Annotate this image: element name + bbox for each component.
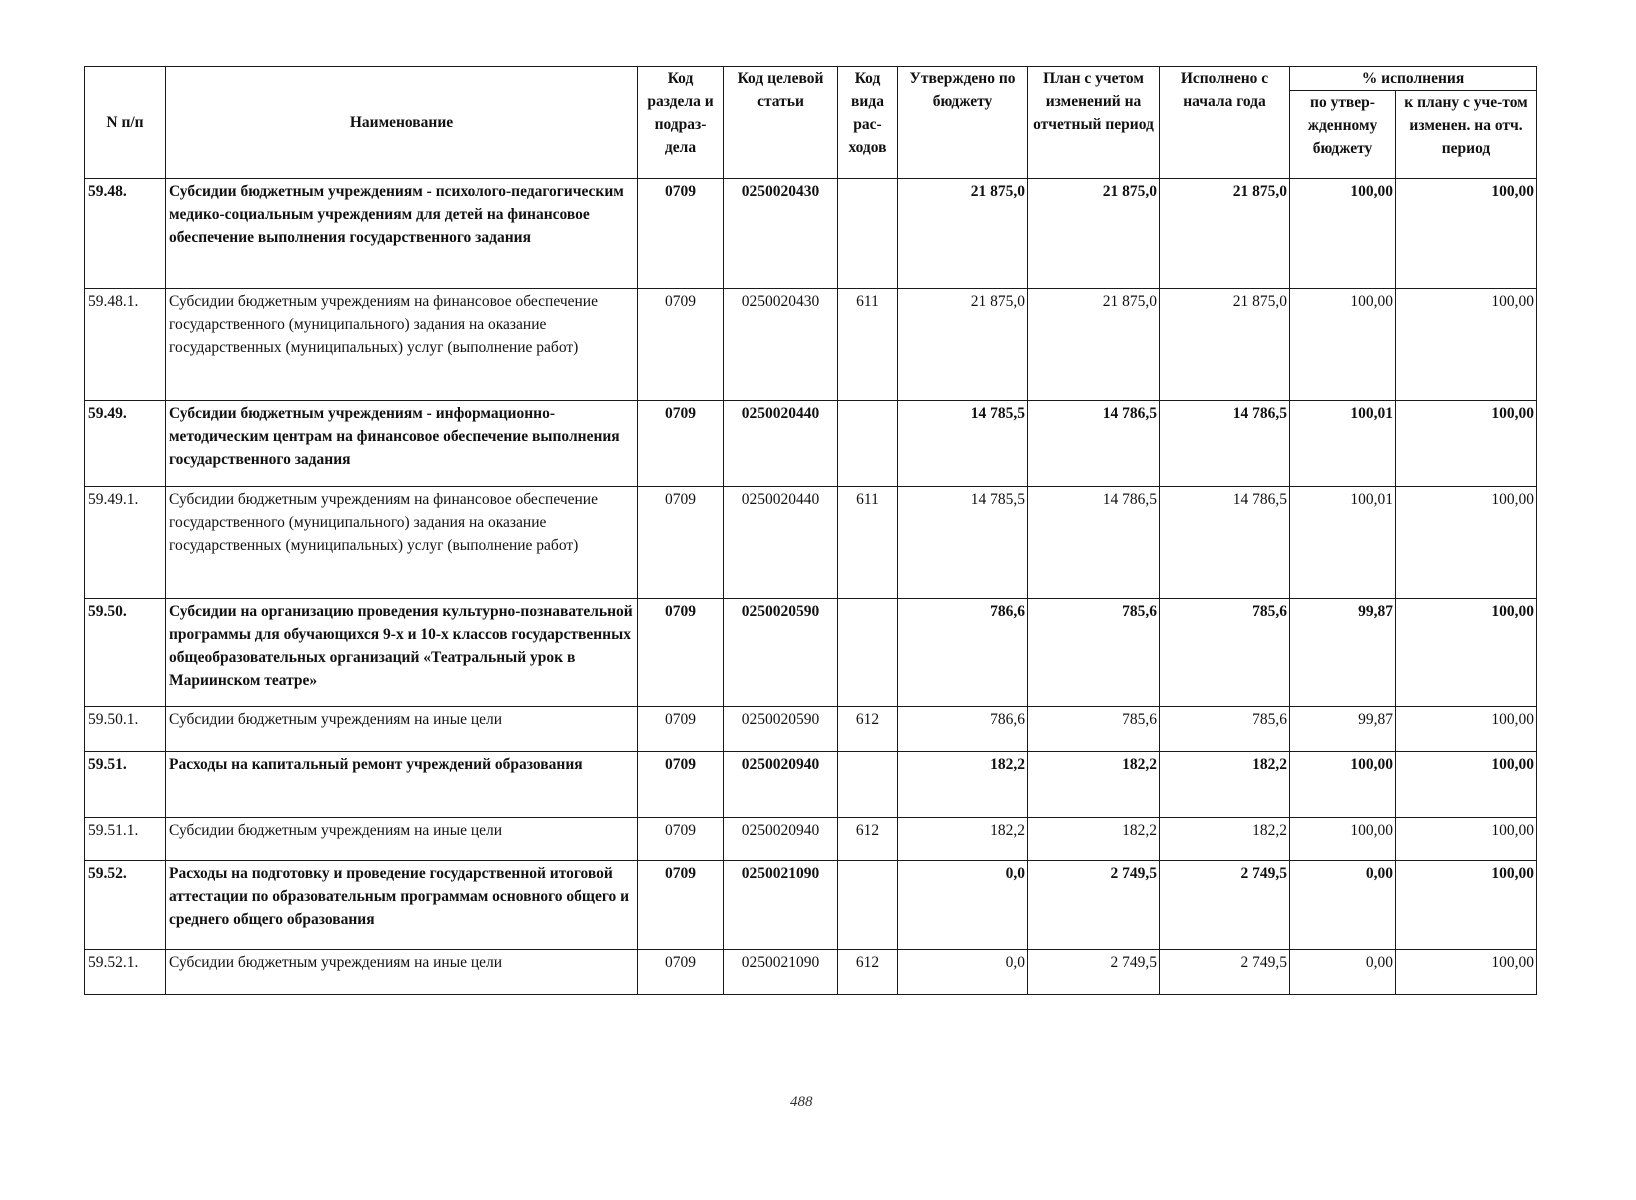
row-percent-budget: 99,87 xyxy=(1290,599,1396,707)
row-approved: 21 875,0 xyxy=(898,179,1028,289)
row-plan: 182,2 xyxy=(1028,818,1160,861)
row-section-code: 0709 xyxy=(638,179,724,289)
header-approved: Утверждено по бюджету xyxy=(898,67,1028,179)
row-executed: 21 875,0 xyxy=(1160,179,1290,289)
row-plan: 21 875,0 xyxy=(1028,179,1160,289)
row-target-code: 0250020940 xyxy=(724,752,838,818)
row-section-code: 0709 xyxy=(638,289,724,401)
table-row xyxy=(85,599,1537,707)
row-name: Субсидии бюджетным учреждениям на финансовое обеспечение государственного (муниципального) задания на оказание государственных (муниципальных) услуг (выполнение работ) xyxy=(166,289,638,401)
row-percent-plan: 100,00 xyxy=(1396,487,1537,599)
row-percent-plan: 100,00 xyxy=(1396,289,1537,401)
row-expense-type-code: 612 xyxy=(838,707,898,752)
row-percent-budget: 0,00 xyxy=(1290,950,1396,995)
header-plan: План с учетом изменений на отчетный период xyxy=(1028,67,1160,179)
row-section-code: 0709 xyxy=(638,401,724,487)
row-approved: 0,0 xyxy=(898,861,1028,950)
row-expense-type-code: 612 xyxy=(838,818,898,861)
row-plan: 785,6 xyxy=(1028,599,1160,707)
header-section-code: Код раздела и подраз-дела xyxy=(638,67,724,179)
row-number: 59.51. xyxy=(85,752,166,818)
table-row xyxy=(85,487,1537,599)
row-name: Субсидии бюджетным учреждениям на иные цели xyxy=(166,818,638,861)
row-percent-plan: 100,00 xyxy=(1396,818,1537,861)
row-plan: 21 875,0 xyxy=(1028,289,1160,401)
row-section-code: 0709 xyxy=(638,707,724,752)
row-approved: 14 785,5 xyxy=(898,401,1028,487)
table-row xyxy=(85,818,1537,861)
row-approved: 786,6 xyxy=(898,599,1028,707)
row-name: Субсидии на организацию проведения культурно-познавательной программы для обучающихся 9-х и 10-х классов государственных общеобразовательных организаций «Театральный урок в Мариинском театре» xyxy=(166,599,638,707)
row-target-code: 0250020590 xyxy=(724,707,838,752)
row-percent-plan: 100,00 xyxy=(1396,401,1537,487)
row-percent-budget: 100,00 xyxy=(1290,818,1396,861)
row-section-code: 0709 xyxy=(638,752,724,818)
row-target-code: 0250021090 xyxy=(724,861,838,950)
row-number: 59.52.1. xyxy=(85,950,166,995)
row-plan: 785,6 xyxy=(1028,707,1160,752)
header-percent-group: % исполнения xyxy=(1290,67,1537,91)
header-target-code: Код целевой статьи xyxy=(724,67,838,179)
row-expense-type-code: 611 xyxy=(838,289,898,401)
row-executed: 785,6 xyxy=(1160,707,1290,752)
row-approved: 0,0 xyxy=(898,950,1028,995)
row-percent-budget: 100,01 xyxy=(1290,401,1396,487)
row-number: 59.50.1. xyxy=(85,707,166,752)
row-section-code: 0709 xyxy=(638,599,724,707)
row-section-code: 0709 xyxy=(638,487,724,599)
row-percent-plan: 100,00 xyxy=(1396,707,1537,752)
row-plan: 14 786,5 xyxy=(1028,401,1160,487)
header-executed: Исполнено с начала года xyxy=(1160,67,1290,179)
row-approved: 182,2 xyxy=(898,818,1028,861)
table-row xyxy=(85,861,1537,950)
row-percent-budget: 100,01 xyxy=(1290,487,1396,599)
row-name: Субсидии бюджетным учреждениям - психолого-педагогическим медико-социальным учреждениям для детей на финансовое обеспечение выполнения государственного задания xyxy=(166,179,638,289)
row-number: 59.49.1. xyxy=(85,487,166,599)
row-target-code: 0250020440 xyxy=(724,487,838,599)
budget-report-page xyxy=(84,66,1536,995)
row-executed: 182,2 xyxy=(1160,752,1290,818)
table-row xyxy=(85,950,1537,995)
row-section-code: 0709 xyxy=(638,861,724,950)
row-percent-plan: 100,00 xyxy=(1396,950,1537,995)
row-percent-plan: 100,00 xyxy=(1396,752,1537,818)
row-executed: 14 786,5 xyxy=(1160,401,1290,487)
row-number: 59.48.1. xyxy=(85,289,166,401)
row-executed: 21 875,0 xyxy=(1160,289,1290,401)
row-number: 59.50. xyxy=(85,599,166,707)
row-name: Расходы на капитальный ремонт учреждений образования xyxy=(166,752,638,818)
row-number: 59.48. xyxy=(85,179,166,289)
row-approved: 786,6 xyxy=(898,707,1028,752)
row-name: Субсидии бюджетным учреждениям - информационно-методическим центрам на финансовое обеспечение выполнения государственного задания xyxy=(166,401,638,487)
table-row xyxy=(85,289,1537,401)
table-row xyxy=(85,401,1537,487)
row-executed: 14 786,5 xyxy=(1160,487,1290,599)
row-percent-budget: 100,00 xyxy=(1290,752,1396,818)
page-number: 488 xyxy=(790,1094,813,1110)
row-number: 59.49. xyxy=(85,401,166,487)
row-percent-budget: 0,00 xyxy=(1290,861,1396,950)
table-row xyxy=(85,707,1537,752)
header-percent-budget: по утвер-жденному бюджету xyxy=(1290,91,1396,179)
row-plan: 182,2 xyxy=(1028,752,1160,818)
row-executed: 2 749,5 xyxy=(1160,950,1290,995)
row-approved: 182,2 xyxy=(898,752,1028,818)
row-section-code: 0709 xyxy=(638,950,724,995)
row-percent-budget: 100,00 xyxy=(1290,179,1396,289)
row-approved: 21 875,0 xyxy=(898,289,1028,401)
row-executed: 182,2 xyxy=(1160,818,1290,861)
row-target-code: 0250020590 xyxy=(724,599,838,707)
row-plan: 2 749,5 xyxy=(1028,861,1160,950)
row-expense-type-code: 612 xyxy=(838,950,898,995)
row-name: Субсидии бюджетным учреждениям на иные цели xyxy=(166,707,638,752)
header-name: Наименование xyxy=(166,67,638,179)
row-expense-type-code xyxy=(838,752,898,818)
header-expense-type-code: Код вида рас-ходов xyxy=(838,67,898,179)
header-percent-plan: к плану с уче-том изменен. на отч. период xyxy=(1396,91,1537,179)
row-percent-budget: 100,00 xyxy=(1290,289,1396,401)
row-target-code: 0250020430 xyxy=(724,179,838,289)
row-plan: 14 786,5 xyxy=(1028,487,1160,599)
row-expense-type-code: 611 xyxy=(838,487,898,599)
table-row xyxy=(85,752,1537,818)
row-target-code: 0250020440 xyxy=(724,401,838,487)
row-target-code: 0250021090 xyxy=(724,950,838,995)
row-expense-type-code xyxy=(838,599,898,707)
row-percent-budget: 99,87 xyxy=(1290,707,1396,752)
row-number: 59.52. xyxy=(85,861,166,950)
row-executed: 785,6 xyxy=(1160,599,1290,707)
row-name: Субсидии бюджетным учреждениям на иные цели xyxy=(166,950,638,995)
row-name: Расходы на подготовку и проведение государственной итоговой аттестации по образовательным программам основного общего и среднего общего образования xyxy=(166,861,638,950)
row-expense-type-code xyxy=(838,401,898,487)
row-executed: 2 749,5 xyxy=(1160,861,1290,950)
row-section-code: 0709 xyxy=(638,818,724,861)
budget-table xyxy=(84,66,1537,995)
table-body xyxy=(85,179,1537,995)
row-approved: 14 785,5 xyxy=(898,487,1028,599)
header-num: N п/п xyxy=(85,67,166,179)
row-expense-type-code xyxy=(838,179,898,289)
row-target-code: 0250020940 xyxy=(724,818,838,861)
row-target-code: 0250020430 xyxy=(724,289,838,401)
row-number: 59.51.1. xyxy=(85,818,166,861)
table-row xyxy=(85,179,1537,289)
row-name: Субсидии бюджетным учреждениям на финансовое обеспечение государственного (муниципального) задания на оказание государственных (муниципальных) услуг (выполнение работ) xyxy=(166,487,638,599)
row-percent-plan: 100,00 xyxy=(1396,179,1537,289)
row-percent-plan: 100,00 xyxy=(1396,599,1537,707)
row-expense-type-code xyxy=(838,861,898,950)
row-plan: 2 749,5 xyxy=(1028,950,1160,995)
row-percent-plan: 100,00 xyxy=(1396,861,1537,950)
